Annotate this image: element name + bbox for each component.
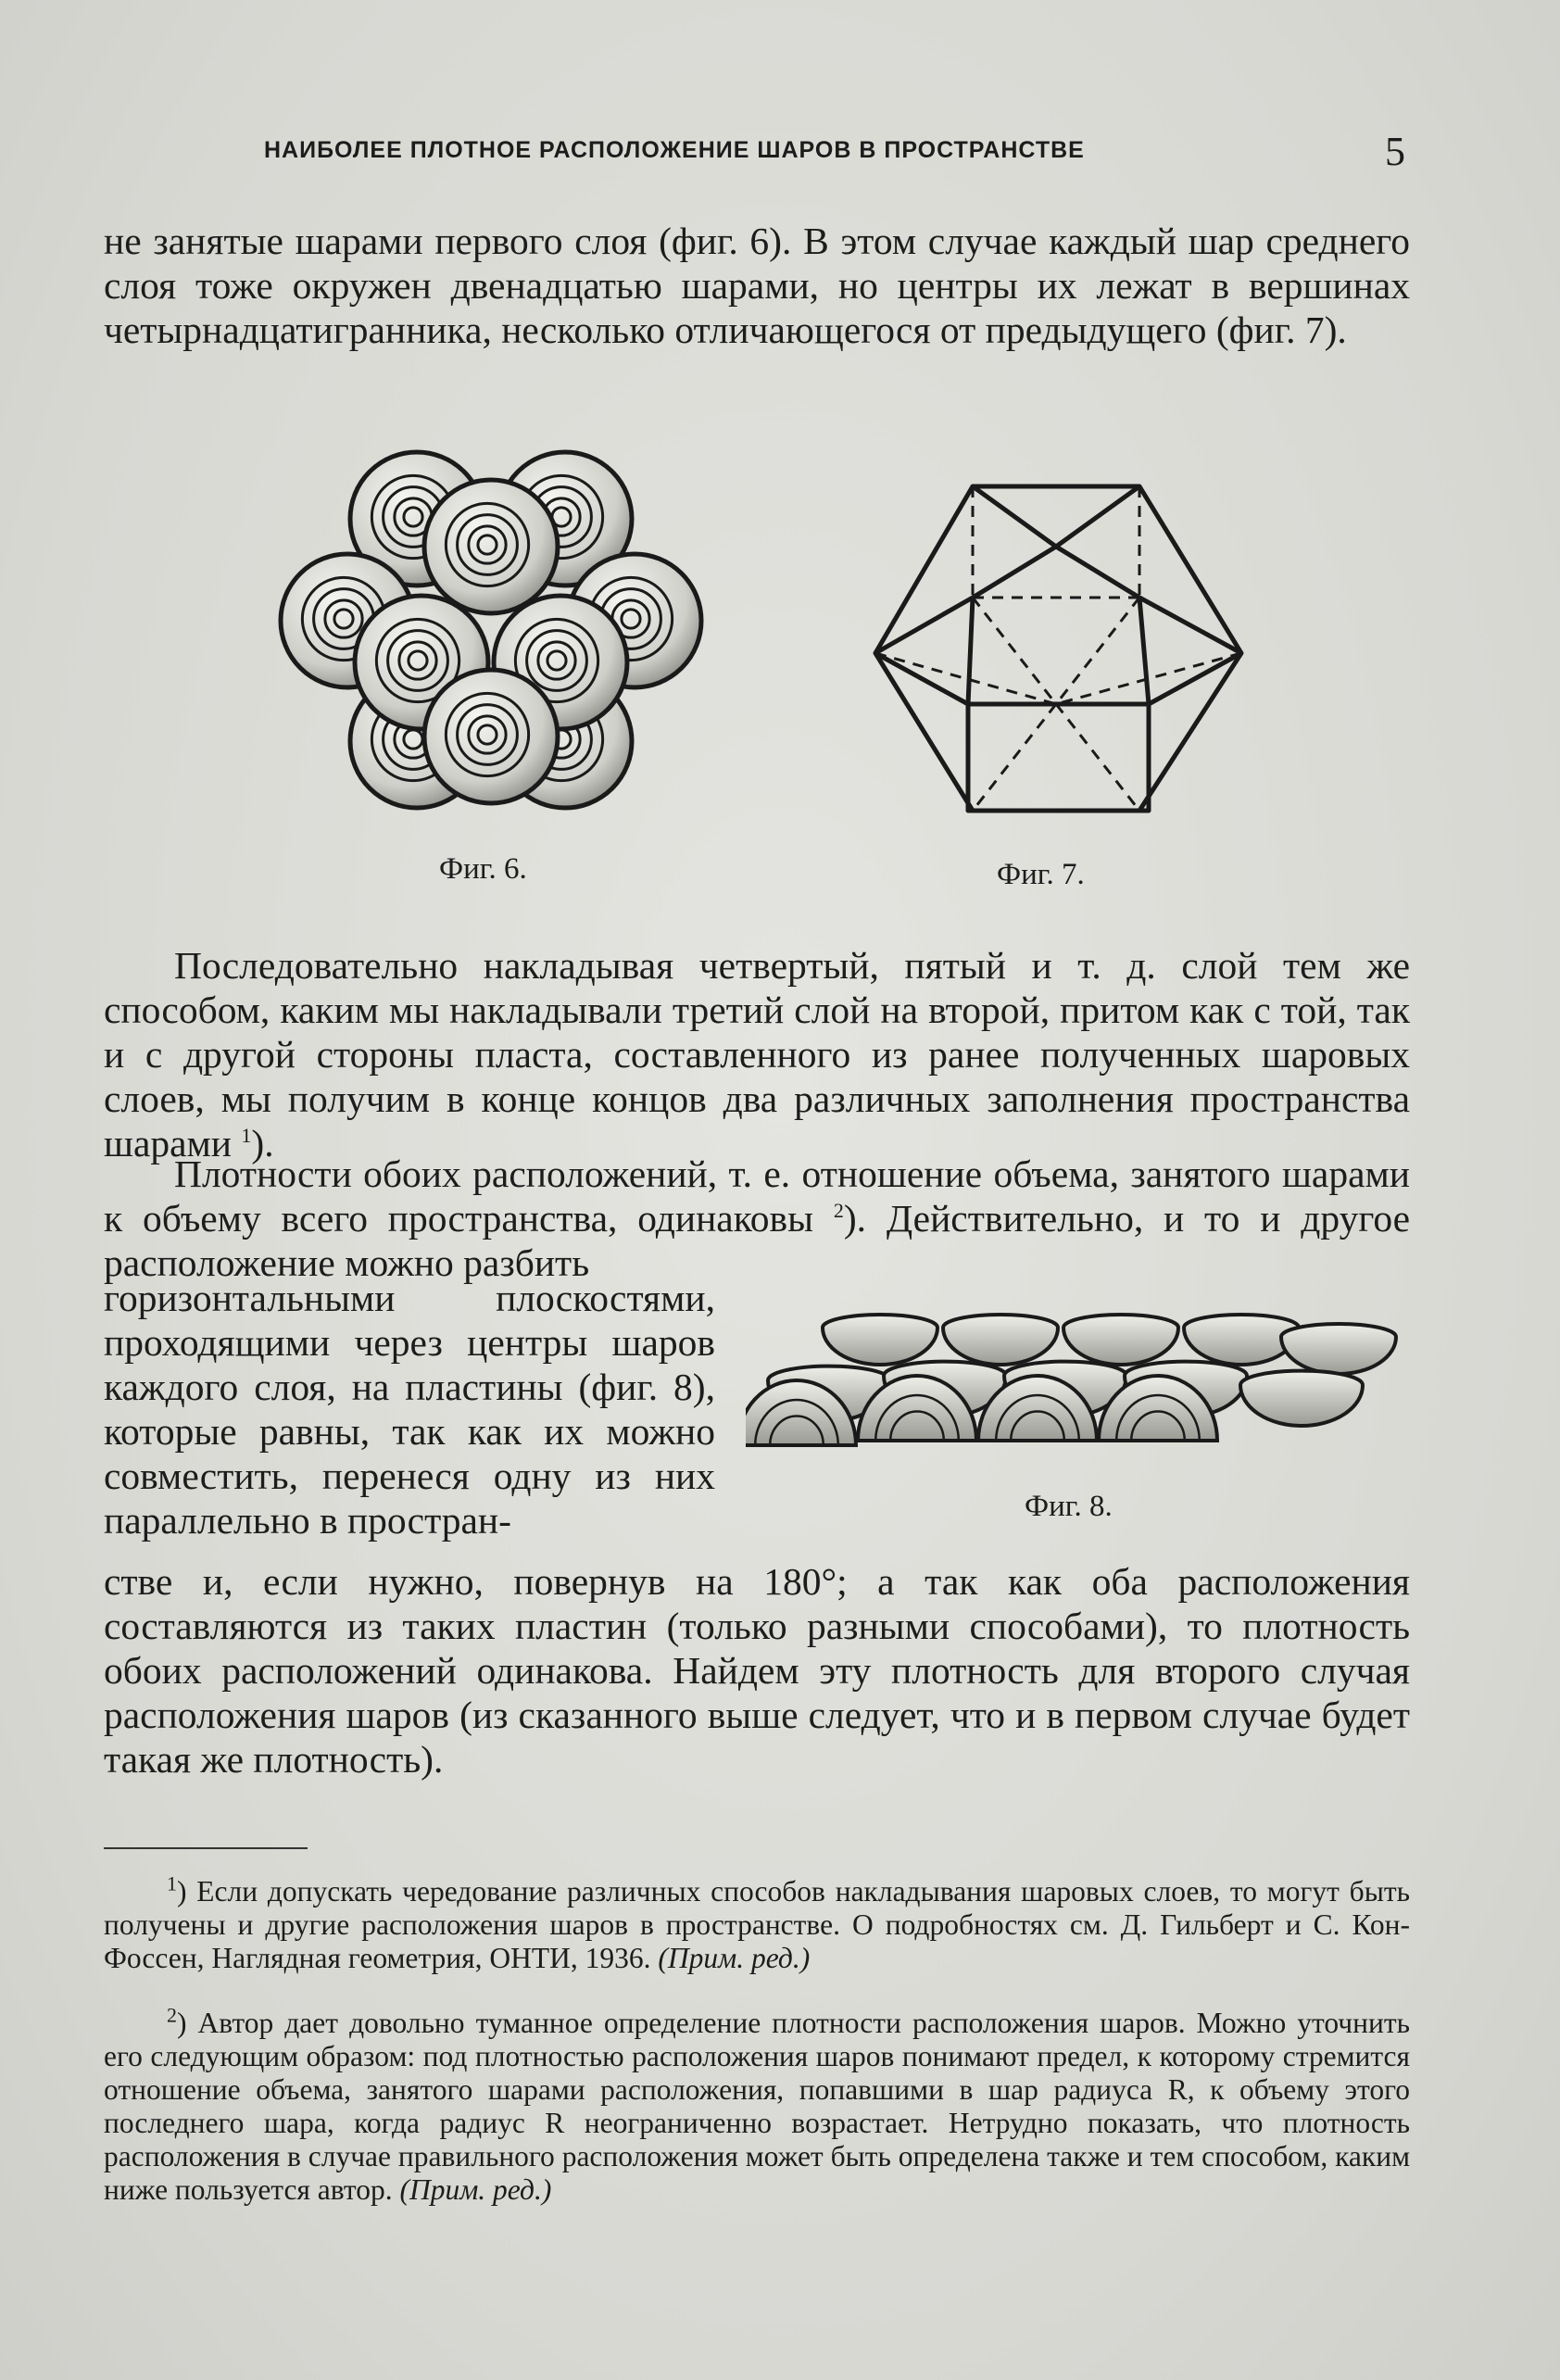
hemisphere [823, 1315, 937, 1365]
paragraph-2 [104, 943, 1410, 1165]
footnote-1 [104, 1871, 1410, 1975]
paragraph-3 [104, 1152, 1410, 1287]
figure-8-plate [746, 1292, 1422, 1478]
paragraph-2-end: ). [251, 1122, 274, 1165]
hemisphere [1281, 1324, 1396, 1374]
footnote-1-editor-note: (Прим. ред.) [658, 1942, 811, 1974]
running-title: НАИБОЛЕЕ ПЛОТНОЕ РАСПОЛОЖЕНИЕ ШАРОВ В ПРОСТРАНСТВЕ [264, 137, 1085, 163]
figure-7-caption: Фиг. 7. [997, 858, 1085, 891]
figure-7-polyhedron [862, 468, 1251, 838]
sphere [424, 480, 558, 613]
footnote-ref-2[interactable]: 2 [833, 1199, 844, 1223]
footnote-ref-1[interactable]: 1 [241, 1124, 252, 1148]
figure-6-spheres [278, 431, 704, 829]
footnote-1-mark: 1 [167, 1871, 177, 1895]
sphere [424, 670, 558, 803]
paragraph-3-end: ). Действительно, и то и другое расположение можно разбить [104, 1197, 1410, 1284]
footnote-2-editor-note: (Прим. ред.) [399, 2173, 552, 2206]
paragraph-4: стве и, если нужно, повернув на 180°; а так как оба расположения составляются из таких пластин (только разными способами), то плотность обоих расположений одинакова. Найдем эту плотность для второго случая расположения шаров (из сказанного выше следует, что и в первом случае будет такая же плотность). [104, 1560, 1410, 1781]
hemisphere [1063, 1315, 1178, 1365]
paragraph-2-text: Последовательно накладывая четвертый, пятый и т. д. слой тем же способом, каким мы накладывали третий слой на второй, притом как с той, так и с другой стороны пласта, составленного из ранее полученных шаровых слоев, мы получим в конце концов два различных заполнения пространства шарами [104, 944, 1410, 1165]
footnote-2 [104, 2003, 1410, 2207]
paragraph-3-text: Плотности обоих расположений, т. е. отношение объема, занятого шарами к объему всего пространства, одинаковы [104, 1152, 1410, 1240]
figure-8-caption: Фиг. 8. [1025, 1490, 1113, 1523]
figure-6-caption: Фиг. 6. [439, 852, 527, 886]
paragraph-1: не занятые шарами первого слоя (фиг. 6). В этом случае каждый шар среднего слоя тоже окружен двенадцатью шарами, но центры их лежат в вершинах четырнадцатигранника, несколько отличающегося от предыдущего (фиг. 7). [104, 220, 1410, 351]
paragraph-3-wrapped: горизонтальными плоскостями, проходящими через центры шаров каждого слоя, на пластины (фиг. 8), которые равны, так как их можно совместить, перенеся одну из них параллельно в простран- [104, 1277, 715, 1542]
page-number: 5 [1385, 129, 1405, 174]
footnote-2-mark: 2 [167, 2003, 177, 2027]
footnote-2-text: ) Автор дает довольно туманное определение плотности расположения шаров. Можно уточнить его следующим образом: под плотностью расположения шаров понимают предел, к которому стремится отношение объема, занятого шарами расположения, попавшими в шар радиуса R, к объему этого последнего шара, когда радиус R неограниченно возрастает. Нетрудно показать, что плотность расположения в случае правильного расположения может быть определена также и тем способом, каким ниже пользуется автор. [104, 2007, 1410, 2206]
footnote-1-text: ) Если допускать чередование различных способов накладывания шаровых слоев, то могут быть получены и другие расположения шаров в пространстве. О подробностях см. Д. Гильберт и С. Кон-Фоссен, Наглядная геометрия, ОНТИ, 1936. [104, 1875, 1410, 1974]
hemisphere [1240, 1371, 1363, 1426]
hemisphere [943, 1315, 1058, 1365]
footnote-divider [104, 1847, 308, 1849]
